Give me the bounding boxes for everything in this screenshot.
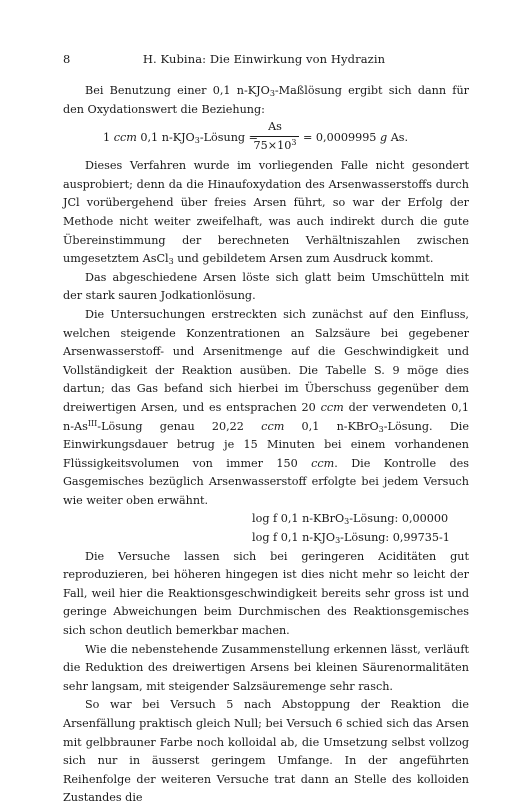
para1-text-a: Dieses Verfahren wurde im vorliegenden Falle nicht gesondert ausprobiert; denn da die Hinaufoxydation des Arsenwasserstoffs durch JCl vorübergehend über freies Arsen führt, so war der Erfolg der Methode nicht weiter zweifelhaft, was auch indirekt durch die gute Übereinstimmung der berechneten Verhältniszahlen zwischen umgesetztem AsCl (63, 159, 469, 266)
para3-unit-c: ccm (261, 419, 285, 433)
formula-lhs-b: 0,1 n-KJO (136, 131, 195, 145)
formula-rhs-unit: g (380, 131, 388, 145)
log-factor-kbro3 (63, 510, 469, 529)
conversion-formula (63, 119, 469, 157)
para1-text-b: und gebildetem Arsen zum Ausdruck kommt. (173, 252, 434, 266)
formula-lhs-sub: 3 (194, 136, 200, 146)
paragraph-arsenic-dissolution: Das abgeschiedene Arsen löste sich glatt beim Umschütteln mit der stark sauren Jodkationlösung. (63, 270, 469, 303)
para3-text-a: Die Untersuchungen erstreckten sich zunächst auf den Einfluss, welchen steigende Konzentrationen an Salzsäure bei gegebener Arsenwasserstoff- und Arsenitmenge auf die Geschwindigkeit und Vollständigkeit der Reaktion ausüben. Die Tabelle S. 9 möge dies dartun; das Gas befand sich hierbei im Überschuss gegenüber dem dreiwertigen Arsen, und es entsprachen 20 (63, 307, 469, 414)
log1-text-b: -Lösung: 0,00000 (349, 512, 449, 526)
running-title: H. Kubina: Die Einwirkung von Hydrazin (142, 52, 386, 66)
fraction-bar (251, 136, 299, 137)
formula-lhs-c: -Lösung = (199, 131, 259, 145)
formula-fraction (251, 119, 299, 154)
log2-text-a: log f 0,1 n-KJO (252, 531, 336, 545)
formula-lhs-unit: ccm (113, 131, 137, 145)
formula-rhs-a: = 0,0009995 (303, 131, 380, 145)
para3-subscript: 3 (378, 424, 384, 434)
page-number: 8 (63, 52, 71, 66)
denominator-times: × (267, 139, 278, 153)
denominator-exponent: 3 (291, 138, 297, 148)
fraction-denominator (251, 138, 299, 154)
log1-text-a: log f 0,1 n-KBrO (252, 512, 345, 526)
para3-text-c: -Lösung genau 20,22 (97, 419, 262, 433)
log2-subscript: 3 (335, 536, 341, 546)
paragraph-method (63, 157, 469, 269)
running-header (0, 52, 528, 70)
fraction-numerator: As (268, 120, 282, 134)
para3-unit-e: ccm (311, 456, 335, 470)
formula-right-side (303, 129, 408, 148)
intro-text-b: -Maßlösung ergibt sich dann für den Oxydationswert die Beziehung: (63, 84, 470, 116)
para1-subscript: 3 (168, 257, 174, 267)
paragraph-reproducibility: Die Versuche lassen sich bei geringeren Aciditäten gut reproduzieren, bei höheren hingegen ist dies nicht mehr so leicht der Fall, weil hier die Reaktionsgeschwindigkeit bereits sehr gross ist und geringe Abweichungen beim Durchmischen des Reaktionsgemisches sich schon deutlich bemerkbar machen. (63, 549, 469, 638)
para3-superscript: III (87, 418, 98, 428)
denominator-a: 75 (253, 139, 268, 153)
para3-unit-a: ccm (320, 400, 344, 414)
intro-paragraph (63, 82, 469, 119)
para3-text-f: . Die Kontrolle des Gasgemisches bezüglich Arsenwasserstoff erfolgte bei jedem Versuch wie weiter oben erwähnt. (63, 456, 470, 507)
formula-rhs-b: As. (387, 131, 409, 145)
body-text (63, 82, 469, 808)
intro-subscript: 3 (269, 89, 275, 98)
log-factor-kjo3 (63, 529, 469, 548)
denominator-b: 10 (277, 139, 292, 153)
paragraph-investigations (63, 306, 469, 511)
log1-subscript: 3 (344, 517, 350, 527)
para3-text-b: der verwendeten 0,1 n-As (63, 400, 469, 433)
para3-text-d: 0,1 n-KBrO (284, 419, 379, 433)
formula-lhs-a: 1 (103, 131, 114, 145)
log2-text-b: -Lösung: 0,99735-1 (340, 531, 450, 545)
formula-left-side (103, 129, 258, 148)
paragraph-experiments: So war bei Versuch 5 nach Abstoppung der Reaktion die Arsenfällung praktisch gleich Null; bei Versuch 6 schied sich das Arsen mit gelbbrauner Farbe noch kolloidal ab, die Umsetzung selbst vollzog sich nur in äusserst geringem Umfange. In der angeführten Reihenfolge der weiteren Versuche trat dann an Stelle des kolloiden Zustandes die (63, 698, 469, 805)
paragraph-reduction: Wie die nebenstehende Zusammenstellung erkennen lässt, verläuft die Reduktion des dreiwertigen Arsens bei kleinen Säurenormalitäten sehr langsam, mit steigender Salzsäuremenge sehr rasch. (63, 642, 469, 693)
intro-text-a: Bei Benutzung einer 0,1 n-KJO (85, 84, 270, 97)
para3-text-e: -Lösung. Die Einwirkungsdauer betrug je 15 Minuten bei einem vorhandenen Flüssigkeitsvolumen von immer 150 (63, 419, 469, 470)
